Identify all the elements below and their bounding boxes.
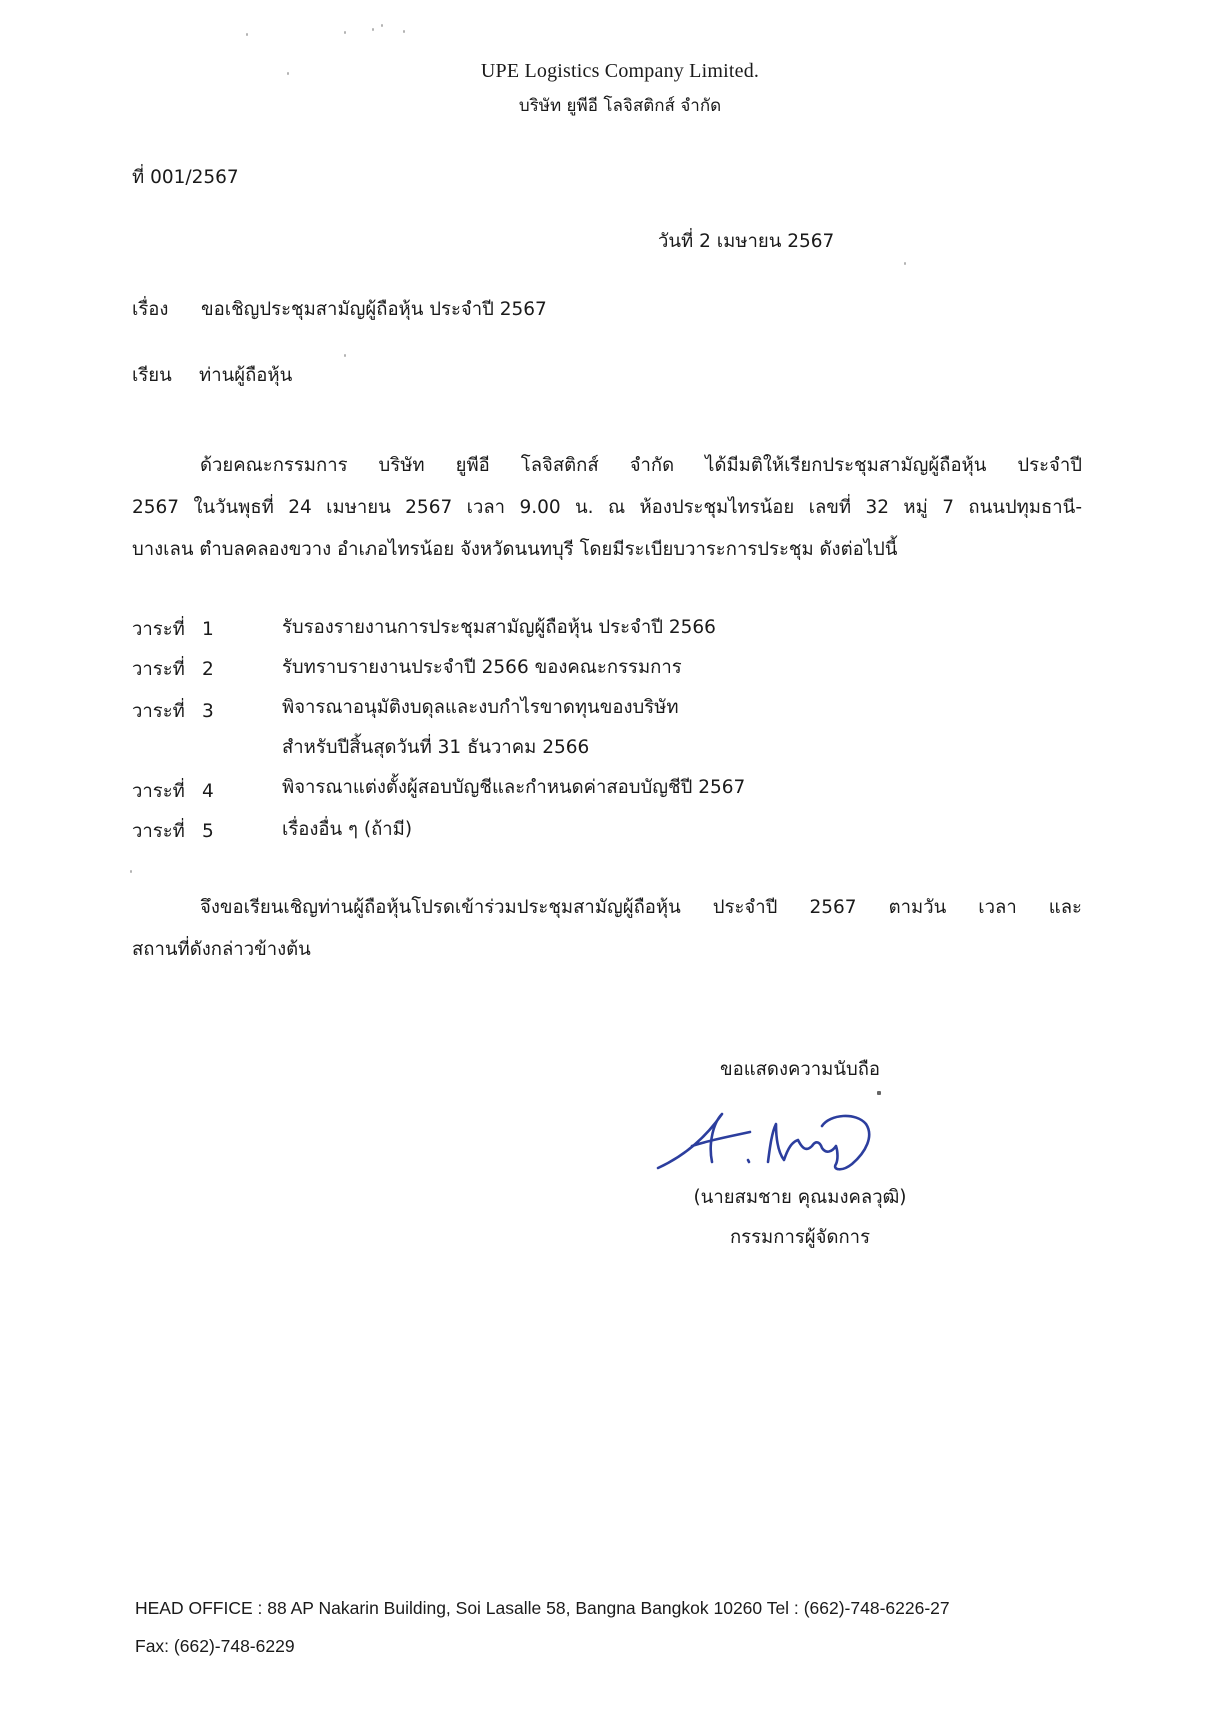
scan-speck: [246, 33, 248, 36]
subject-label: เรื่อง: [132, 299, 169, 320]
scan-speck: [344, 31, 346, 34]
agenda-number: 5: [201, 821, 214, 842]
footer-tel: (662)-748-6226-27: [803, 1598, 950, 1618]
letterhead-company-th: บริษัท ยูพีอี โลจิสติกส์ จำกัด: [518, 96, 722, 116]
agenda-item-label: [132, 700, 219, 724]
scan-speck: [381, 24, 383, 27]
salutation-line: [132, 364, 292, 388]
footer-head-office-label: HEAD OFFICE :: [135, 1598, 263, 1618]
body-paragraph-line: บางเลน ตำบลคลองขวาง อำเภอไทรน้อย จังหวัดนนทบุรี โดยมีระเบียบวาระการประชุม ดังต่อไปนี้: [132, 539, 898, 560]
signatory-name: (นายสมชาย คุณมงคลวุฒิ): [693, 1187, 907, 1208]
agenda-item-text: พิจารณาอนุมัติงบดุลและงบกำไรขาดทุนของบริษัท: [282, 697, 679, 718]
closing-paragraph-line: สถานที่ดังกล่าวข้างต้น: [132, 939, 311, 960]
letter-date: วันที่ 2 เมษายน 2567: [658, 231, 835, 252]
footer-address-line: [135, 1598, 950, 1619]
letterhead-company-en: UPE Logistics Company Limited.: [480, 60, 760, 82]
agenda-number: 1: [201, 619, 214, 640]
agenda-item-text: เรื่องอื่น ๆ (ถ้ามี): [282, 819, 413, 840]
scan-speck: [372, 28, 374, 31]
agenda-item-label: [132, 780, 219, 804]
handwritten-signature: [652, 1102, 878, 1174]
agenda-label-text: วาระที่: [132, 821, 185, 842]
regards-text: ขอแสดงความนับถือ: [719, 1059, 881, 1080]
reference-number: ที่ 001/2567: [132, 167, 239, 188]
footer-tel-label: Tel :: [766, 1598, 799, 1618]
agenda-item-text: พิจารณาแต่งตั้งผู้สอบบัญชีและกำหนดค่าสอบบัญชีปี 2567: [282, 777, 746, 798]
agenda-number: 4: [201, 781, 214, 802]
agenda-item-label: [132, 658, 219, 682]
footer-address: 88 AP Nakarin Building, Soi Lasalle 58, Bangna Bangkok 10260: [267, 1598, 763, 1618]
footer-fax: (662)-748-6229: [173, 1636, 295, 1656]
agenda-item-text-continued: สำหรับปีสิ้นสุดวันที่ 31 ธันวาคม 2566: [282, 737, 590, 758]
agenda-number: 2: [201, 659, 214, 680]
agenda-label-text: วาระที่: [132, 701, 185, 722]
agenda-label-text: วาระที่: [132, 659, 185, 680]
salutation-label: เรียน: [132, 365, 172, 386]
scan-speck: [130, 870, 132, 873]
agenda-item-text: รับรองรายงานการประชุมสามัญผู้ถือหุ้น ประจำปี 2566: [282, 617, 716, 638]
agenda-label-text: วาระที่: [132, 781, 185, 802]
agenda-number: 3: [201, 701, 214, 722]
salutation-text: ท่านผู้ถือหุ้น: [199, 365, 293, 386]
closing-paragraph-line: จึงขอเรียนเชิญท่านผู้ถือหุ้นโปรดเข้าร่วมประชุมสามัญผู้ถือหุ้น ประจำปี 2567 ตามวัน เวลา และ: [200, 897, 1082, 918]
body-paragraph-line: ด้วยคณะกรรมการ บริษัท ยูพีอี โลจิสติกส์ จำกัด ได้มีมติให้เรียกประชุมสามัญผู้ถือหุ้น ประจำปี: [200, 455, 1082, 476]
agenda-item-label: [132, 820, 219, 844]
scan-speck: [344, 354, 346, 357]
subject-line: [132, 298, 547, 322]
agenda-item-label: [132, 618, 219, 642]
agenda-label-text: วาระที่: [132, 619, 185, 640]
footer-fax-label: Fax:: [135, 1636, 170, 1656]
footer-fax-line: [135, 1636, 295, 1657]
scan-speck: [403, 30, 405, 33]
signature-dot: [877, 1091, 881, 1095]
body-paragraph-line: 2567 ในวันพุธที่ 24 เมษายน 2567 เวลา 9.00 น. ณ ห้องประชุมไทรน้อย เลขที่ 32 หมู่ 7 ถนนปทุมธานี-: [132, 497, 1082, 518]
subject-text: ขอเชิญประชุมสามัญผู้ถือหุ้น ประจำปี 2567: [201, 299, 547, 320]
agenda-item-text: รับทราบรายงานประจำปี 2566 ของคณะกรรมการ: [282, 657, 682, 678]
scan-speck: [904, 262, 906, 265]
signatory-position: กรรมการผู้จัดการ: [729, 1227, 870, 1248]
